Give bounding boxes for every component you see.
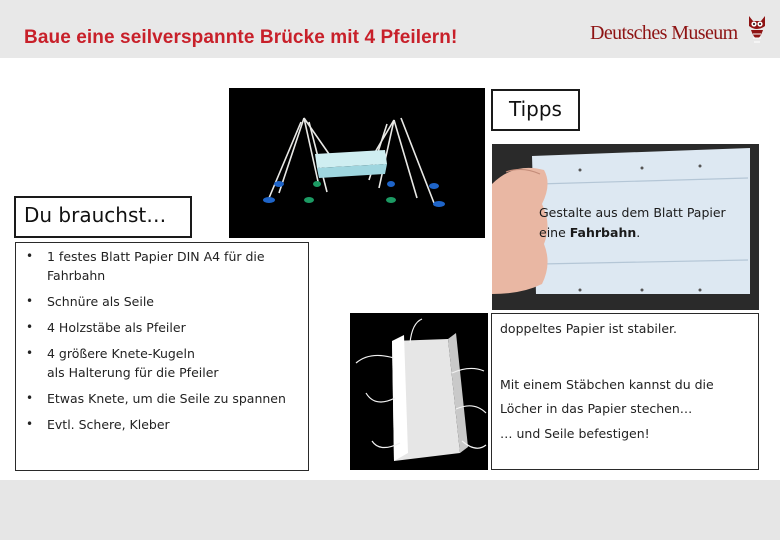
owl-logo-icon (745, 12, 769, 48)
list-item-text-cont: als Halterung für die Pfeiler (47, 365, 219, 380)
list-item-text: 1 festes Blatt Papier DIN A4 für die (47, 249, 265, 264)
tips-heading: Tipps (491, 89, 580, 131)
list-item-text: Schnüre als Seile (47, 294, 154, 309)
tip-overlay-text (539, 203, 726, 243)
list-item (16, 389, 308, 408)
tip-line-4: … und Seile befestigen! (500, 426, 650, 441)
tip-overlay-line1: Gestalte aus dem Blatt Papier (539, 205, 726, 220)
list-item (16, 415, 308, 434)
bridge-model-photo (229, 88, 485, 238)
list-item (16, 318, 308, 337)
page-title: Baue eine seilverspannte Brücke mit 4 Pfeilern! (24, 27, 458, 48)
list-item (16, 247, 308, 285)
needs-list (15, 242, 309, 471)
list-item-text: 4 Holzstäbe als Pfeiler (47, 320, 186, 335)
tip-line-3: Löcher in das Papier stechen… (500, 401, 693, 416)
list-item-text: Evtl. Schere, Kleber (47, 417, 170, 432)
tip-line-1: doppeltes Papier ist stabiler. (500, 321, 678, 336)
list-item (16, 292, 308, 311)
tip-overlay-bold: Fahrbahn (569, 225, 637, 240)
museum-logo-text: Deutsches Museum (590, 22, 738, 44)
tips-text-box (491, 313, 759, 470)
tip-overlay-line2 (539, 223, 726, 243)
list-item-text-cont: Fahrbahn (47, 268, 106, 283)
header-bar (0, 0, 780, 58)
folded-paper-photo (350, 313, 488, 470)
needs-heading: Du brauchst… (14, 196, 192, 238)
tip-line-2: Mit einem Stäbchen kannst du die (500, 377, 714, 392)
list-item-text: Etwas Knete, um die Seile zu spannen (47, 391, 286, 406)
list-item (16, 344, 308, 382)
list-item-text: 4 größere Knete-Kugeln (47, 346, 195, 361)
tip-overlay-prefix: eine (539, 225, 570, 240)
tip-overlay-suffix: . (636, 225, 641, 240)
